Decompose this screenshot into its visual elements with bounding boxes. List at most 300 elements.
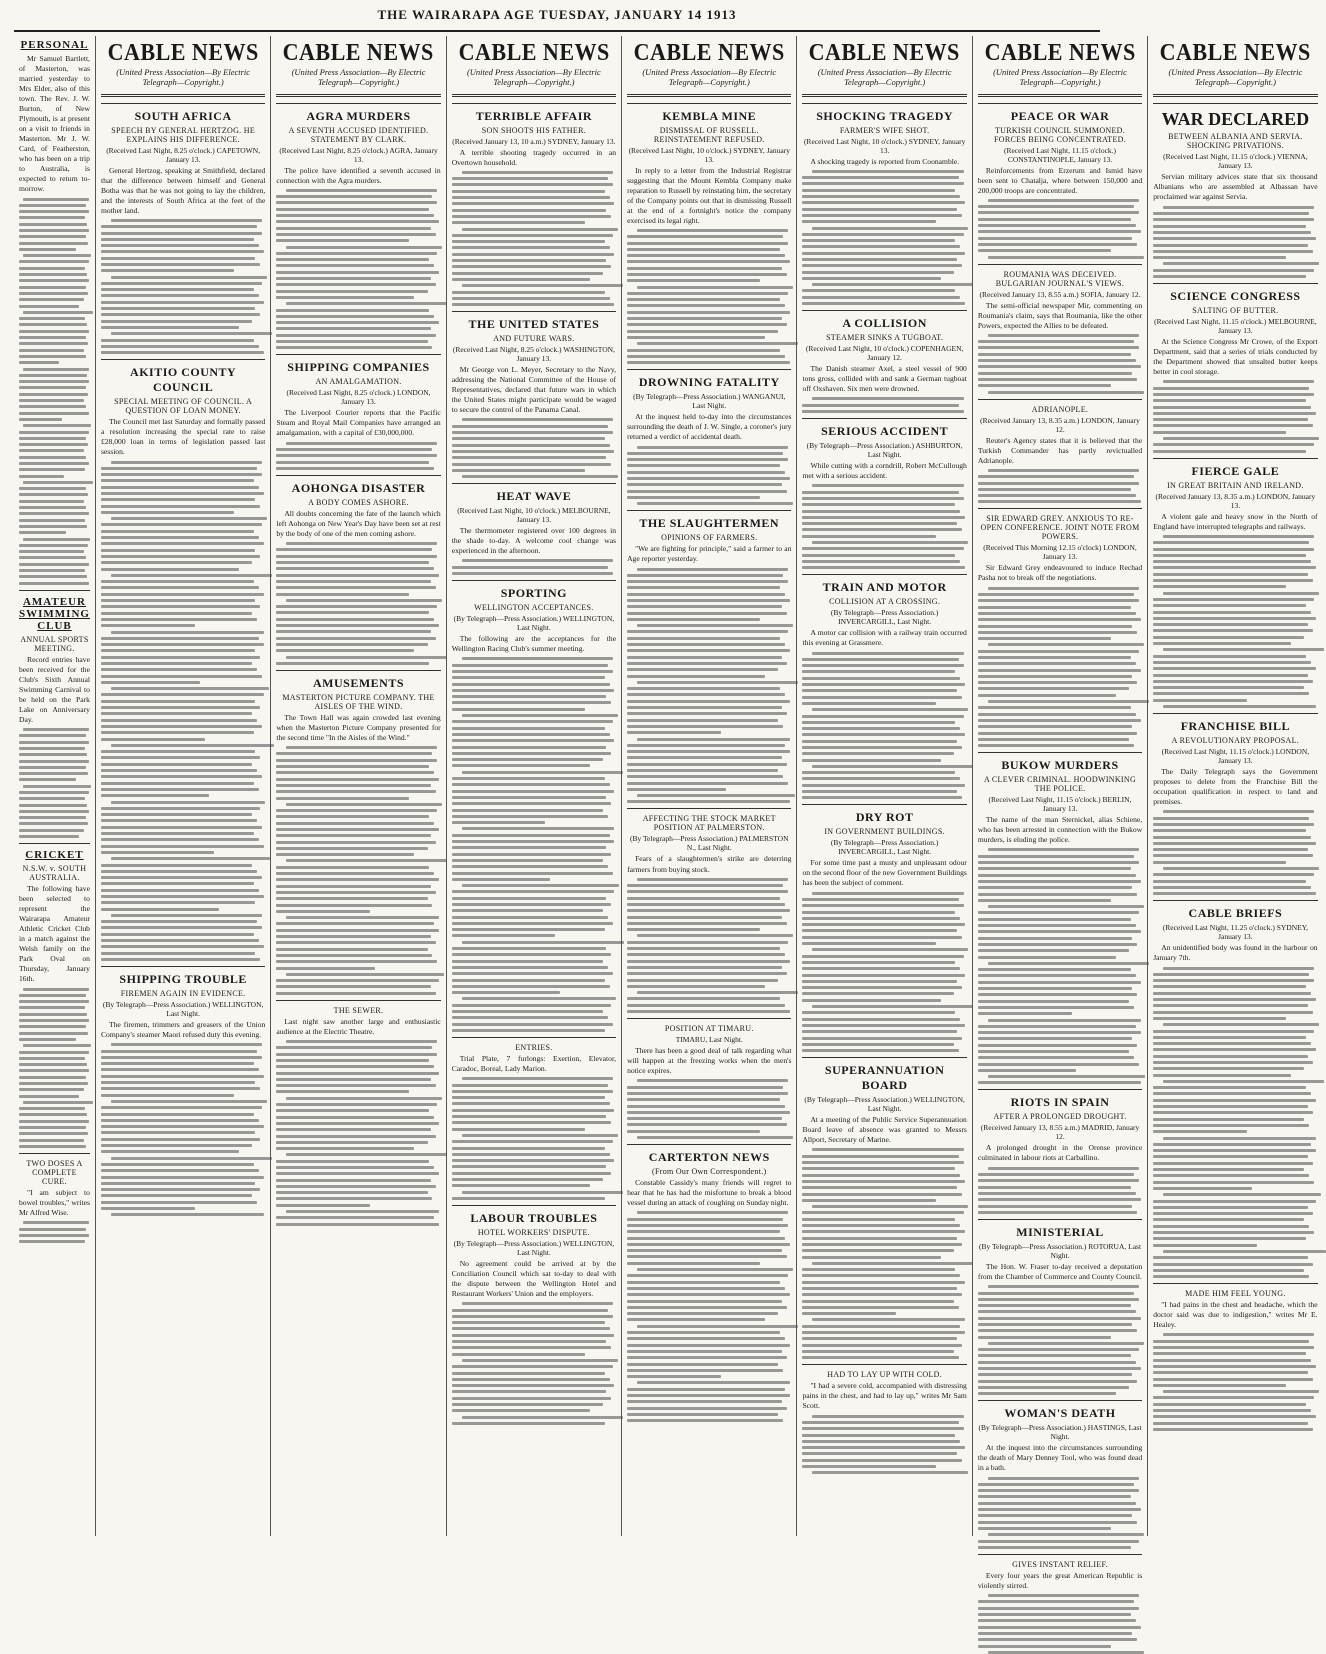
text-line — [802, 1465, 935, 1468]
cable-news-title: CABLE NEWS — [984, 40, 1136, 66]
dateline: (Received Last Night, 11.15 o'clock.) CONSTANTINOPLE, January 13. — [1003, 145, 1117, 164]
subheadline: A REVOLUTIONARY PROPOSAL. — [1171, 736, 1300, 745]
article-text: "I had a severe cold, accompanied with distressing pains in the chest, and had to lay up," writes Mr Sam Scott. — [802, 1381, 967, 1411]
body-text-lines — [19, 988, 90, 1148]
text-line — [978, 1521, 1137, 1524]
text-line — [452, 783, 610, 786]
text-line — [452, 1004, 611, 1007]
text-line — [19, 734, 86, 737]
text-line — [1153, 823, 1314, 826]
text-line — [627, 630, 788, 633]
text-line — [978, 482, 1139, 485]
text-line — [627, 687, 780, 690]
text-line — [19, 210, 89, 213]
subheadline: N.S.W. v. SOUTH AUSTRALIA. — [22, 864, 87, 883]
text-line — [802, 1344, 961, 1347]
text-line — [19, 804, 87, 807]
text-line — [978, 346, 1139, 349]
text-line — [19, 772, 88, 775]
text-line — [1153, 450, 1306, 453]
text-line — [978, 1638, 1137, 1641]
text-line — [276, 611, 429, 614]
text-line — [1153, 1067, 1304, 1070]
text-line — [101, 1119, 259, 1122]
subheadline: BETWEEN ALBANIA AND SERVIA. SHOCKING PRIVATIONS. — [1168, 132, 1303, 151]
text-line — [988, 1651, 1144, 1654]
text-line — [19, 1038, 76, 1041]
text-line — [637, 229, 788, 232]
divider — [1153, 900, 1317, 901]
text-line — [452, 909, 603, 912]
text-line — [286, 803, 442, 806]
text-line — [978, 669, 1141, 672]
text-line — [101, 668, 257, 671]
text-line — [111, 857, 270, 860]
text-line — [276, 258, 429, 261]
text-line — [276, 1059, 429, 1062]
divider — [978, 399, 1142, 400]
article-text: While cutting with a corndrill, Robert McCullough met with a serious accident. — [802, 461, 967, 481]
text-line — [276, 954, 432, 957]
text-line — [276, 1090, 409, 1093]
text-line — [627, 1369, 783, 1372]
text-line — [1153, 1111, 1312, 1114]
text-line — [1153, 1371, 1308, 1374]
article — [978, 1089, 1142, 1213]
text-line — [1153, 1168, 1304, 1171]
text-line — [802, 1243, 961, 1246]
text-line — [1153, 1074, 1291, 1077]
text-line — [452, 1016, 608, 1019]
text-line — [19, 741, 89, 744]
text-line — [19, 475, 64, 478]
text-line — [276, 277, 431, 280]
text-line — [111, 1213, 264, 1216]
text-line — [101, 568, 239, 571]
text-line — [19, 816, 86, 819]
text-line — [101, 725, 262, 728]
article-text: In reply to a letter from the Industrial Registrar suggesting that the Mount Kembla Company make reparation to Russell by reinstating him, the secretary of the Company points out that in dismissing Russell at the end of a fortnight's notice the company exercised its legal right. — [627, 165, 792, 225]
text-line — [452, 1327, 610, 1330]
text-line — [276, 574, 439, 577]
body-text-lines — [802, 170, 966, 305]
text-line — [627, 979, 778, 982]
text-line — [627, 1105, 785, 1108]
text-line — [101, 1169, 259, 1172]
text-line — [802, 790, 957, 793]
text-line — [19, 248, 76, 251]
dateline: (Received January 13, 8.55 a.m.) SOFIA, January 12. — [979, 289, 1141, 299]
subheadline: SIR EDWARD GREY. ANXIOUS TO RE-OPEN CONFERENCE. JOINT NOTE FROM POWERS. — [980, 514, 1140, 542]
text-line — [1153, 1105, 1308, 1108]
text-line — [1153, 861, 1286, 864]
text-line — [802, 1024, 965, 1027]
subheadline: COLLISION AT A CROSSING. — [829, 597, 941, 607]
divider — [101, 103, 265, 104]
text-line — [1163, 867, 1319, 870]
text-line — [286, 1153, 447, 1156]
text-line — [101, 624, 195, 627]
text-line — [1153, 998, 1316, 1001]
text-line — [1153, 1017, 1286, 1020]
text-line — [1153, 1206, 1308, 1209]
text-line — [276, 252, 437, 255]
body-text-lines — [978, 1167, 1142, 1214]
text-line — [978, 359, 1136, 362]
text-line — [627, 1306, 786, 1309]
divider — [978, 264, 1142, 265]
text-line — [452, 758, 603, 761]
text-line — [111, 1043, 262, 1046]
text-line — [1153, 1011, 1312, 1014]
text-line — [452, 878, 551, 881]
text-line — [637, 794, 795, 797]
text-line — [978, 1304, 1131, 1307]
text-line — [19, 223, 87, 226]
text-line — [978, 930, 1141, 933]
text-line — [19, 1000, 89, 1003]
text-line — [812, 1471, 968, 1474]
text-line — [1163, 380, 1314, 383]
text-line — [452, 1422, 605, 1425]
article — [1153, 1283, 1317, 1431]
text-line — [802, 911, 955, 914]
text-line — [978, 1298, 1139, 1301]
text-line — [1153, 554, 1306, 557]
text-line — [101, 467, 257, 470]
text-line — [452, 234, 613, 237]
text-line — [802, 1211, 963, 1214]
text-line — [978, 1006, 1134, 1009]
text-line — [276, 1216, 434, 1219]
article — [452, 311, 616, 478]
divider — [1153, 458, 1317, 459]
text-line — [978, 899, 1111, 902]
text-line — [1153, 566, 1316, 569]
text-line — [802, 1337, 957, 1340]
text-line — [978, 340, 1134, 343]
text-line — [802, 1434, 955, 1437]
text-line — [276, 1166, 434, 1169]
text-line — [802, 771, 955, 774]
dateline: (Received Last Night, 10 o'clock.) COPENHAGEN, January 12. — [805, 344, 964, 363]
subheadline: ANNUAL SPORTS MEETING. — [20, 634, 89, 653]
text-line — [1153, 836, 1311, 839]
text-line — [1153, 275, 1306, 278]
text-line — [978, 1607, 1139, 1610]
cable-news-title: CABLE NEWS — [458, 40, 610, 66]
text-line — [637, 991, 798, 994]
text-line — [802, 702, 935, 705]
text-line — [627, 1010, 790, 1013]
text-line — [802, 252, 965, 255]
text-line — [978, 384, 1111, 387]
text-line — [23, 424, 91, 427]
text-line — [802, 497, 963, 500]
article-text: Trial Plate, 7 furlongs: Exertion, Elevator, Caradoc, Boreal, Lady Marion. — [451, 1053, 617, 1073]
headline: AGRA MURDERS — [306, 108, 411, 123]
text-line — [978, 1386, 1129, 1389]
text-line — [23, 481, 93, 484]
text-line — [988, 905, 1144, 908]
text-line — [627, 242, 788, 245]
text-line — [276, 467, 434, 470]
text-line — [452, 572, 613, 575]
text-line — [978, 365, 1141, 368]
text-line — [1163, 262, 1319, 265]
text-line — [19, 575, 87, 578]
subheadline: AN AMALGAMATION. — [315, 377, 402, 387]
body-text-lines — [978, 587, 1142, 747]
article — [978, 508, 1142, 747]
text-line — [802, 752, 953, 755]
text-line — [627, 1312, 778, 1315]
body-text-lines — [101, 461, 265, 961]
text-line — [627, 317, 782, 320]
text-line — [1153, 431, 1286, 434]
text-line — [101, 731, 254, 734]
text-line — [627, 1123, 786, 1126]
dateline: (By Telegraph—Press Association.) INVERCARGILL, Last Night. — [830, 608, 939, 627]
dateline: (By Telegraph—Press Association.) ASHBURTON, Last Night. — [806, 441, 963, 460]
article — [802, 804, 966, 1052]
text-line — [978, 1380, 1137, 1383]
body-text-lines — [1153, 810, 1317, 895]
headline: CARTERTON NEWS — [648, 1150, 770, 1165]
divider — [627, 510, 791, 511]
text-line — [452, 566, 608, 569]
text-line — [452, 259, 607, 262]
subheadline: GIVES INSTANT RELIEF. — [1012, 1559, 1108, 1569]
text-line — [452, 664, 608, 667]
text-line — [978, 218, 1131, 221]
text-line — [1163, 1250, 1326, 1253]
text-line — [452, 676, 605, 679]
divider — [19, 590, 90, 591]
text-line — [101, 649, 256, 652]
article-text: There has been a good deal of talk regarding what will happen at the freezing works when the men's notice expires. — [627, 1046, 792, 1076]
text-line — [627, 267, 782, 270]
body-text-lines — [802, 484, 966, 569]
text-line — [637, 1268, 793, 1271]
text-line — [19, 1025, 86, 1028]
headline: DRY ROT — [855, 810, 914, 825]
text-line — [101, 738, 205, 741]
subheadline: SALTING OF BUTTER. — [1192, 306, 1279, 316]
text-line — [452, 1340, 607, 1343]
text-line — [452, 437, 605, 440]
text-line — [1153, 873, 1314, 876]
text-line — [452, 291, 605, 294]
text-line — [452, 431, 613, 434]
cable-news-title: CABLE NEWS — [282, 40, 435, 66]
article-text: At the Science Congress Mr Crowe, of the Export Department, said that a series of trials conducted by the Department showed that unsalted butter keeps better in cool storage. — [1153, 337, 1318, 377]
headline: FIERCE GALE — [1191, 463, 1280, 478]
text-line — [978, 719, 1141, 722]
text-line — [978, 1173, 1134, 1176]
body-text-lines — [802, 1148, 966, 1359]
text-line — [802, 904, 963, 907]
column-5 — [621, 36, 796, 1536]
text-line — [802, 208, 957, 211]
divider — [627, 808, 791, 809]
body-text-lines — [802, 397, 966, 413]
subheadline: MADE HIM FEEL YOUNG. — [1185, 1289, 1286, 1299]
text-line — [627, 649, 790, 652]
text-line — [802, 967, 960, 970]
body-text-lines — [276, 189, 440, 349]
text-line — [19, 405, 86, 408]
text-line — [276, 904, 432, 907]
text-line — [627, 260, 790, 263]
body-text-lines — [101, 219, 265, 354]
text-line — [978, 612, 1136, 615]
body-text-lines — [802, 1415, 966, 1475]
text-line — [627, 1130, 760, 1133]
text-line — [452, 190, 605, 193]
text-line — [23, 254, 90, 257]
text-line — [978, 243, 1137, 246]
article — [452, 103, 616, 307]
article — [627, 1018, 791, 1139]
text-line — [1163, 592, 1319, 595]
text-line — [276, 630, 431, 633]
text-line — [19, 531, 66, 534]
text-line — [276, 643, 427, 646]
text-line — [452, 1165, 607, 1168]
dateline: (By Telegraph—Press Association.) PALMERSTON N., Last Night. — [630, 834, 789, 853]
text-line — [276, 271, 439, 274]
text-line — [627, 922, 786, 925]
text-line — [1153, 985, 1306, 988]
text-line — [627, 593, 785, 596]
text-line — [462, 1359, 618, 1362]
article — [19, 590, 90, 838]
article — [978, 1554, 1142, 1654]
text-line — [802, 535, 935, 538]
text-line — [627, 361, 790, 364]
article — [978, 399, 1142, 504]
headline: AMUSEMENTS — [313, 675, 405, 690]
text-line — [627, 719, 778, 722]
text-line — [627, 1117, 782, 1120]
text-line — [978, 943, 1137, 946]
text-line — [111, 574, 272, 577]
text-line — [1153, 1181, 1314, 1184]
divider — [452, 580, 616, 581]
text-line — [802, 999, 940, 1002]
article — [1153, 900, 1317, 1278]
article — [276, 354, 440, 470]
text-line — [276, 201, 437, 204]
text-line — [988, 1167, 1139, 1170]
text-line — [452, 859, 603, 862]
text-line — [462, 284, 623, 287]
article-text: The semi-official newspaper Mir, commenting on Roumania's claim, says that Roumania, like the other Powers, expected the Allies to be defeated. — [977, 300, 1143, 330]
text-line — [1153, 579, 1312, 582]
text-line — [452, 1409, 590, 1412]
dateline: (Received Last Night, 10 o'clock.) MELBOURNE, January 13. — [457, 506, 611, 525]
text-line — [111, 914, 262, 917]
text-line — [276, 771, 434, 774]
text-line — [276, 637, 435, 640]
text-line — [101, 926, 262, 929]
text-line — [627, 1281, 780, 1284]
text-line — [452, 1090, 613, 1093]
text-line — [627, 586, 780, 589]
text-line — [812, 948, 968, 951]
text-line — [802, 677, 960, 680]
text-line — [111, 332, 272, 335]
text-line — [23, 368, 89, 371]
text-line — [101, 807, 260, 810]
text-line — [276, 1191, 427, 1194]
headline: AMATEUR SWIMMING CLUB — [19, 595, 90, 632]
text-line — [637, 878, 788, 881]
headline: LABOUR TROUBLES — [470, 1210, 598, 1225]
text-line — [1153, 611, 1311, 614]
cable-news-credit: (United Press Association—By Electric Telegraph—Copyright.) — [1168, 67, 1303, 87]
text-line — [452, 1365, 613, 1368]
text-line — [1153, 680, 1312, 683]
text-line — [276, 841, 435, 844]
text-line — [1153, 212, 1309, 215]
text-line — [452, 303, 615, 306]
text-line — [978, 1310, 1136, 1313]
text-line — [1153, 667, 1316, 670]
text-line — [978, 949, 1129, 952]
divider — [276, 670, 440, 671]
text-line — [101, 1081, 256, 1084]
text-line — [19, 374, 87, 377]
dateline: (By Telegraph—Press Association.) WELLINGTON, Last Night. — [804, 1095, 965, 1114]
column-8 — [1147, 36, 1322, 1536]
text-line — [1153, 1359, 1311, 1362]
text-line — [978, 1348, 1139, 1351]
text-line — [19, 1013, 87, 1016]
text-line — [627, 1098, 780, 1101]
text-line — [1153, 1042, 1311, 1045]
text-line — [23, 311, 93, 314]
text-line — [802, 289, 955, 292]
article-text: Last night saw another large and enthusiastic audience at the Electric Theatre. — [276, 1016, 441, 1036]
text-line — [19, 512, 89, 515]
text-line — [276, 985, 431, 988]
headline: CRICKET — [25, 849, 84, 862]
article — [802, 103, 966, 306]
text-line — [1153, 992, 1311, 995]
article-text: "We are fighting for principle," said a farmer to an Age reporter yesterday. — [627, 544, 792, 564]
text-line — [452, 834, 610, 837]
dateline: (Received Last Night, 11.15 o'clock.) LONDON, January 13. — [1161, 747, 1310, 765]
text-line — [276, 340, 427, 343]
text-line — [988, 256, 1144, 259]
text-line — [802, 1256, 940, 1259]
text-line — [627, 985, 765, 988]
text-line — [276, 208, 429, 211]
text-line — [978, 1495, 1131, 1498]
text-line — [452, 278, 590, 281]
text-line — [19, 355, 86, 358]
text-line — [101, 1106, 262, 1109]
text-line — [1153, 585, 1286, 588]
text-line — [101, 263, 260, 266]
article-text: Sir Edward Grey endeavoured to induce Rechad Pasha not to break off the negotiations. — [977, 563, 1143, 583]
article — [978, 1400, 1142, 1549]
text-line — [276, 195, 432, 198]
text-line — [637, 342, 798, 345]
text-line — [978, 1031, 1141, 1034]
